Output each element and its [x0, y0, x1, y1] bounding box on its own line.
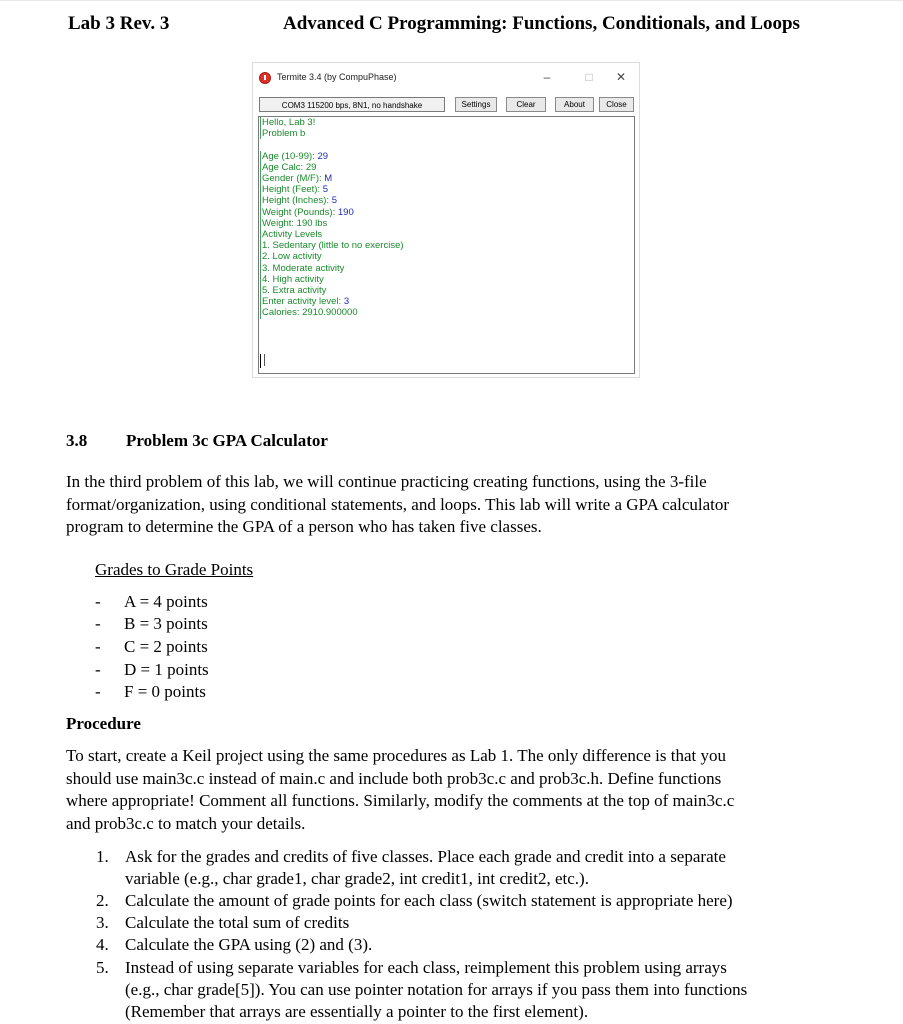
terminal-line: 2. Low activity: [260, 251, 634, 262]
page-top-rule: [0, 0, 903, 1]
intro-paragraph: [66, 471, 836, 539]
termite-app-icon: [259, 72, 271, 84]
terminal-line: 1. Sedentary (little to no exercise): [260, 240, 634, 251]
terminal-line: Height (Inches): 5: [260, 195, 634, 206]
terminal-line: Activity Levels: [260, 229, 634, 240]
terminal-line: Weight (Pounds): 190: [260, 207, 634, 218]
paragraph-line: should use main3c.c instead of main.c and include both prob3c.c and prob3c.h. Define functions: [66, 768, 722, 788]
port-status[interactable]: COM3 115200 bps, 8N1, no handshake: [259, 97, 445, 112]
close-icon[interactable]: ✕: [615, 70, 627, 84]
terminal-line: Enter activity level: 3: [260, 296, 634, 307]
paragraph-line: where appropriate! Comment all functions. Similarly, modify the comments at the top of main3c.c: [66, 791, 735, 810]
about-button[interactable]: About: [555, 97, 594, 112]
paragraph-line: program to determine the GPA of a person who has taken five classes.: [66, 517, 542, 536]
window-titlebar[interactable]: [253, 63, 639, 91]
termite-window: [252, 62, 640, 378]
terminal-line: Calories: 2910.900000: [260, 307, 634, 318]
terminal-line: 3. Moderate activity: [260, 263, 634, 274]
terminal-line: 5. Extra activity: [260, 285, 634, 296]
terminal-line: Gender (M/F): M: [260, 173, 634, 184]
paragraph-line: In the third problem of this lab, we will continue practicing creating functions, using the 3-file: [66, 472, 707, 491]
terminal-line: Weight: 190 lbs: [260, 218, 634, 229]
terminal-output[interactable]: [258, 116, 635, 374]
terminal-line: 4. High activity: [260, 274, 634, 285]
text-caret: [260, 354, 261, 368]
terminal-line: Age (10-99): 29: [260, 151, 634, 162]
paragraph-line: format/organization, using conditional statements, and loops. This lab will write a GPA calculator: [66, 494, 730, 514]
window-title: Termite 3.4 (by CompuPhase): [277, 72, 397, 82]
procedure-paragraph: [66, 745, 836, 835]
terminal-line: [259, 139, 634, 150]
terminal-line: Height (Feet): 5: [260, 184, 634, 195]
ibeam-cursor: [264, 354, 265, 366]
paragraph-line: and prob3c.c to match your details.: [66, 813, 306, 833]
maximize-icon[interactable]: □: [585, 70, 593, 84]
terminal-line: Age Calc: 29: [260, 162, 634, 173]
section-title: Problem 3c GPA Calculator: [126, 431, 328, 450]
terminal-line: Hello, Lab 3!: [260, 117, 634, 128]
section-number: 3.8: [66, 431, 88, 450]
procedure-heading: Procedure: [66, 714, 141, 733]
lab-label: Lab 3 Rev. 3: [68, 13, 170, 34]
grades-heading: Grades to Grade Points: [95, 560, 254, 579]
close-button[interactable]: Close: [599, 97, 634, 112]
minimize-icon[interactable]: –: [543, 70, 551, 84]
settings-button[interactable]: Settings: [455, 97, 497, 112]
paragraph-line: To start, create a Keil project using the same procedures as Lab 1. The only difference is that you: [66, 746, 727, 765]
document-title: Advanced C Programming: Functions, Conditionals, and Loops: [283, 13, 800, 34]
terminal-line: Problem b: [260, 128, 634, 139]
clear-button[interactable]: Clear: [506, 97, 546, 112]
